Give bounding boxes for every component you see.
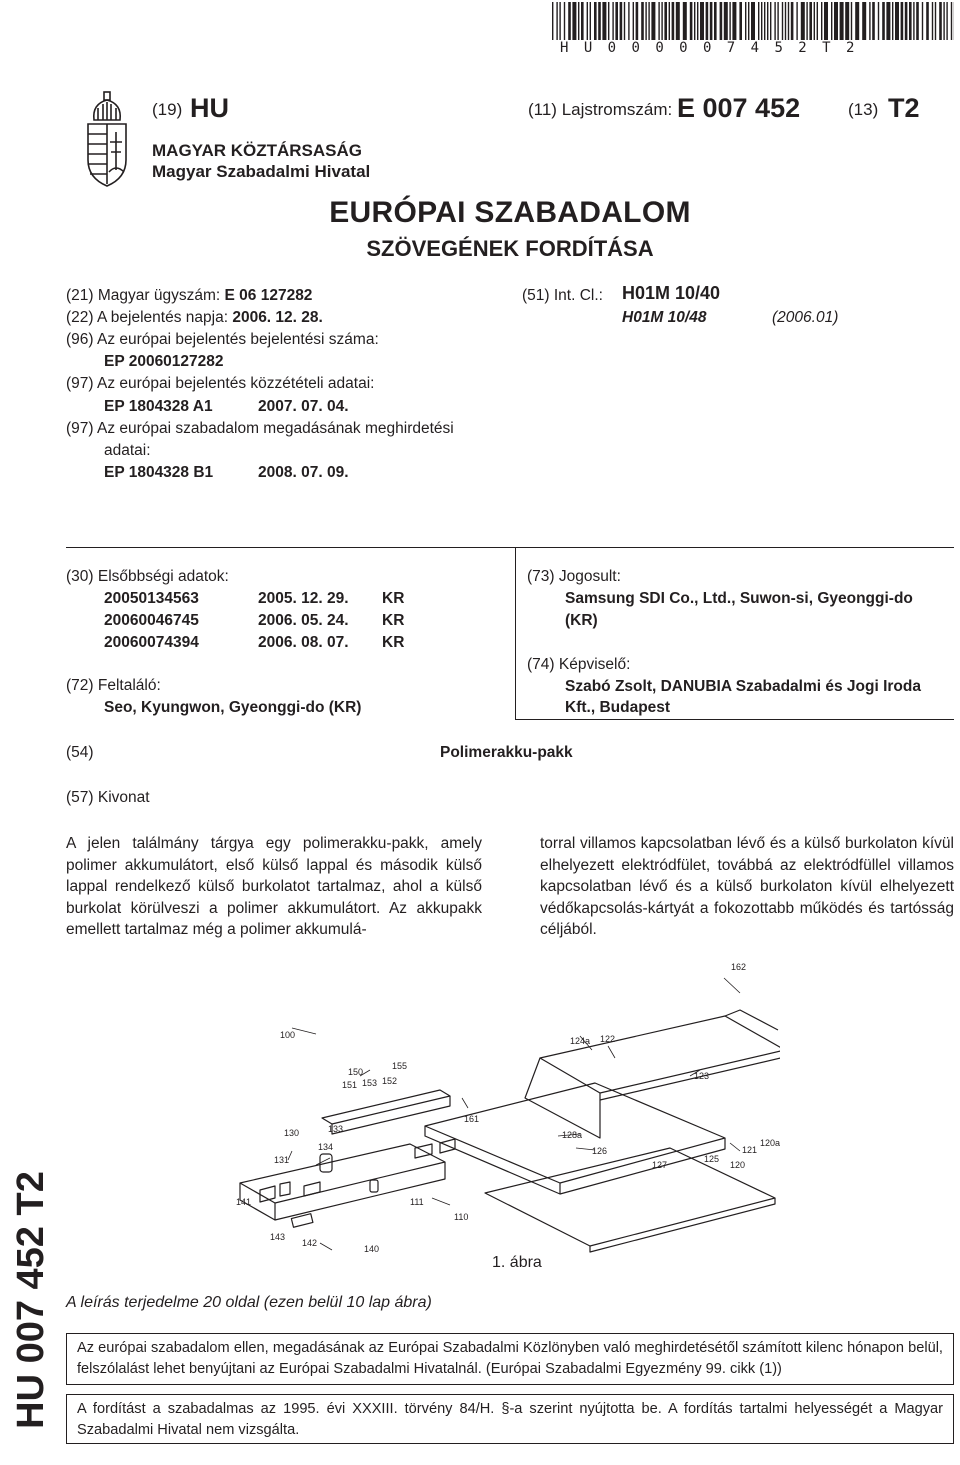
barcode-bar (774, 2, 775, 40)
barcode-bar (926, 2, 929, 40)
barcode-bar (624, 2, 625, 40)
republic-name: MAGYAR KÖZTÁRSASÁG (152, 141, 362, 161)
ref-label: 152 (382, 1076, 397, 1086)
barcode-bar (788, 2, 789, 40)
barcode-bar (770, 2, 771, 40)
barcode-bar (831, 2, 832, 40)
barcode-bar (895, 2, 899, 40)
barcode-bar (651, 2, 655, 40)
ref-label: 130 (284, 1128, 299, 1138)
country-code-label: (19) (152, 100, 182, 120)
barcode-bar (672, 2, 675, 40)
barcode-bar (612, 2, 613, 40)
invention-title-label: (54) (66, 742, 94, 763)
ep-grant-date: 2008. 07. 09. (258, 462, 349, 483)
barcode-bar (801, 2, 805, 40)
barcode (552, 2, 954, 40)
barcode-bar (587, 2, 588, 40)
ref-label: 131 (274, 1155, 289, 1165)
representative-city: , Budapest (591, 699, 670, 716)
ref-label: 142 (302, 1238, 317, 1248)
priority-country: KR (382, 632, 404, 653)
barcode-bar (892, 2, 893, 40)
abstract-column-2: torral villamos kapcsolatban lévő és a külső burkolaton kívül elhelyezett elektródfület, továbbá az elektródfüllel villamos kapcsolatban lévő és a külső burkolaton kívül elhelyezett védőkapcsolás-kártyát a fokozottabb működés és tartósság céljából. (540, 833, 954, 941)
representative-label: (74) Képviselő: (527, 654, 630, 675)
priority-row (104, 632, 504, 653)
barcode-bar (568, 2, 571, 40)
priority-number: 20060046745 (104, 610, 199, 631)
ipc-class-1: H01M 10/40 (622, 283, 720, 304)
barcode-bar (758, 2, 759, 40)
barcode-bar (872, 2, 875, 40)
barcode-bar (777, 2, 778, 40)
representative-line-1: Szabó Zsolt, DANUBIA Szabadalmi és Jogi Iroda (565, 676, 921, 697)
inventor-value: Seo, Kyungwon, Gyeonggi-do (KR) (104, 697, 361, 718)
barcode-bar (615, 2, 618, 40)
barcode-bar (697, 2, 698, 40)
barcode-bar (590, 2, 591, 40)
priority-number: 20050134563 (104, 588, 199, 609)
barcode-bar (578, 2, 579, 40)
ref-label: 126 (592, 1146, 607, 1156)
barcode-bar (729, 2, 730, 40)
figure-caption: 1. ábra (492, 1252, 542, 1273)
barcode-bar (869, 2, 870, 40)
ep-publication-label: (97) Az európai bejelentés közzétételi adatai: (66, 373, 374, 394)
ref-label: 153 (362, 1078, 377, 1088)
application-number-label: (21) Magyar ügyszám: (66, 287, 220, 304)
barcode-bar (700, 2, 704, 40)
ref-label: 120a (760, 1138, 780, 1148)
ref-label: 123 (694, 1071, 709, 1081)
ref-label: 143 (270, 1232, 285, 1242)
ep-application-number: EP 20060127282 (104, 351, 224, 372)
barcode-bar (669, 2, 670, 40)
filing-date-label: (22) A bejelentés napja: (66, 309, 228, 326)
section-top-rule (66, 547, 954, 548)
proprietor-label: (73) Jogosult: (527, 566, 621, 587)
protection-circuit-board (322, 1090, 450, 1124)
barcode-bar (791, 2, 794, 40)
ref-label: 151 (342, 1080, 357, 1090)
ref-label: 155 (392, 1061, 407, 1071)
ref-label: 127 (652, 1160, 667, 1170)
barcode-bar (648, 2, 649, 40)
barcode-bar (909, 2, 912, 40)
priority-number: 20060074394 (104, 632, 199, 653)
priority-row (104, 588, 504, 609)
first-outer-sheet (540, 1016, 780, 1093)
barcode-bar (905, 2, 908, 40)
ref-label: 128a (562, 1130, 582, 1140)
barcode-bar (814, 2, 815, 40)
ep-grant-number: EP 1804328 B1 (104, 462, 213, 483)
section-divider (515, 547, 516, 720)
abstract-label: (57) Kivonat (66, 787, 150, 808)
barcode-bar (862, 2, 866, 40)
opposition-notice: Az európai szabadalom ellen, megadásának az Európai Szabadalmi Közlönyben való meghirdetésétől számított kilenc hónapon belül, felszólalást lehet benyújtani az Európai Szabadalmi Hivatalnál. (Európai Szabadalmi Egyezmény 99. cikk (1)) (66, 1333, 954, 1385)
battery-pack-exploded-drawing (200, 958, 780, 1258)
ref-label: 134 (318, 1142, 333, 1152)
barcode-bar (886, 2, 890, 40)
barcode-bar (796, 2, 797, 40)
priority-date: 2006. 05. 24. (258, 610, 349, 631)
ref-label: 150 (348, 1067, 363, 1077)
barcode-bar (710, 2, 713, 40)
barcode-bar (939, 2, 942, 40)
barcode-bar (620, 2, 623, 40)
barcode-bar (806, 2, 807, 40)
ref-label: 141 (236, 1197, 251, 1207)
barcode-bar (951, 2, 952, 40)
ref-label: 162 (731, 962, 746, 972)
invention-title: Polimerakku-pakk (440, 742, 573, 763)
barcode-bar (761, 2, 762, 40)
priority-date: 2005. 12. 29. (258, 588, 349, 609)
document-extent: A leírás terjedelme 20 oldal (ezen belül 10 lap ábra) (66, 1292, 432, 1313)
ref-label: 161 (464, 1114, 479, 1124)
registration-number: E 007 452 (677, 93, 800, 124)
proprietor-address: , Suwon-si, Gyeonggi-do (731, 590, 913, 607)
barcode-bar (714, 2, 717, 40)
barcode-bar (913, 2, 914, 40)
barcode-bar (785, 2, 786, 40)
barcode-bar (564, 2, 565, 40)
barcode-bar (764, 2, 765, 40)
document-title: EURÓPAI SZABADALOM (0, 196, 960, 230)
barcode-bar (817, 2, 818, 40)
barcode-bar (745, 2, 746, 40)
inventor-label: (72) Feltaláló: (66, 675, 161, 696)
barcode-bar (882, 2, 885, 40)
barcode-bar (724, 2, 728, 40)
barcode-bar (594, 2, 597, 40)
barcode-bar (658, 2, 659, 40)
barcode-bar (943, 2, 944, 40)
kind-code: T2 (888, 93, 920, 124)
barcode-bar (922, 2, 923, 40)
barcode-bar (732, 2, 736, 40)
priority-row (104, 610, 504, 631)
ref-label: 100 (280, 1030, 295, 1040)
ep-grant-label-2: adatai: (104, 440, 151, 461)
barcode-bar (767, 2, 768, 40)
filing-date (66, 307, 323, 328)
barcode-bar (552, 2, 553, 40)
barcode-bar (598, 2, 601, 40)
barcode-bar (661, 2, 662, 40)
barcode-bar (572, 2, 576, 40)
ep-publication-number: EP 1804328 A1 (104, 396, 213, 417)
section-bottom-rule (515, 719, 954, 720)
filing-date-value: 2006. 12. 28. (232, 309, 323, 326)
barcode-bar (559, 2, 560, 40)
country-code: HU (190, 93, 229, 124)
barcode-bar (676, 2, 680, 40)
barcode-bar (840, 2, 844, 40)
ref-label: 122 (600, 1034, 615, 1044)
barcode-bar (720, 2, 723, 40)
barcode-bar (556, 2, 557, 40)
barcode-bar (602, 2, 606, 40)
barcode-bar (645, 2, 646, 40)
coat-of-arms-icon (78, 90, 136, 188)
barcode-bar (834, 2, 838, 40)
barcode-bar (664, 2, 667, 40)
proprietor-value (565, 588, 913, 609)
barcode-bar (683, 2, 687, 40)
kind-code-label: (13) (848, 100, 878, 120)
barcode-number: HU000007452T2 (560, 40, 952, 56)
ep-publication-date: 2007. 07. 04. (258, 396, 349, 417)
representative-suffix: Kft. (565, 699, 591, 716)
proprietor-name: Samsung SDI Co., Ltd. (565, 590, 731, 607)
ep-application-label: (96) Az európai bejelentés bejelentési száma: (66, 329, 379, 350)
barcode-bar (824, 2, 828, 40)
proprietor-country: (KR) (565, 610, 598, 631)
holder-frame (240, 1144, 445, 1203)
barcode-bar (782, 2, 783, 40)
priority-country: KR (382, 610, 404, 631)
barcode-bar (706, 2, 709, 40)
ep-grant-label-1: (97) Az európai szabadalom megadásának meghirdetési (66, 418, 454, 439)
abstract-column-1: A jelen találmány tárgya egy polimerakku-pakk, amely polimer akkumulátort, első külső lappal és második külső lappal rendelkező külső burkolatot tartalmaz, ahol a külső burkolat körülveszi a polimer akkumulátort. Az akkupakk emellett tartalmaz még a polimer akkumulá- (66, 833, 482, 941)
barcode-bar (751, 2, 755, 40)
ref-label: 140 (364, 1244, 379, 1254)
application-number-value: E 06 127282 (225, 287, 313, 304)
barcode-bar (690, 2, 693, 40)
ref-label: 120 (730, 1160, 745, 1170)
barcode-bar (935, 2, 936, 40)
barcode-bar (821, 2, 822, 40)
barcode-bar (636, 2, 639, 40)
barcode-bar (901, 2, 904, 40)
barcode-bar (641, 2, 644, 40)
office-name: Magyar Szabadalmi Hivatal (152, 162, 370, 182)
barcode-bar (694, 2, 695, 40)
barcode-bar (748, 2, 749, 40)
barcode-bar (739, 2, 742, 40)
ref-label: 110 (454, 1212, 468, 1222)
barcode-bar (851, 2, 852, 40)
barcode-bar (633, 2, 634, 40)
barcode-bar (809, 2, 812, 40)
document-subtitle: SZÖVEGÉNEK FORDÍTÁSA (0, 236, 960, 262)
ref-label: 124a (570, 1036, 590, 1046)
barcode-bar (845, 2, 849, 40)
barcode-bar (932, 2, 933, 40)
priority-date: 2006. 08. 07. (258, 632, 349, 653)
barcode-bar (608, 2, 609, 40)
barcode-bar (916, 2, 919, 40)
priority-label: (30) Elsőbbségi adatok: (66, 566, 229, 587)
ref-label: 125 (704, 1154, 719, 1164)
representative-line-2 (565, 697, 670, 718)
translation-notice: A fordítást a szabadalmas az 1995. évi XXXIII. törvény 84/H. §-a szerint nyújtotta be. A fordítás tartalmi helyességét a Magyar Szabadalmi Hivatal nem vizsgálta. (66, 1394, 954, 1444)
barcode-bar (878, 2, 879, 40)
ref-label: 111 (410, 1197, 424, 1207)
barcode-bar (946, 2, 947, 40)
barcode-bar (581, 2, 584, 40)
ipc-class-2: H01M 10/48 (622, 307, 706, 328)
application-number (66, 285, 312, 306)
ipc-version: (2006.01) (772, 307, 838, 328)
barcode-bar (628, 2, 629, 40)
priority-country: KR (382, 588, 404, 609)
ipc-label: (51) Int. Cl.: (522, 285, 603, 306)
registration-label: (11) Lajstromszám: (528, 100, 672, 120)
barcode-bar (855, 2, 859, 40)
ref-label: 121 (742, 1145, 757, 1155)
ref-label: 133 (328, 1124, 343, 1134)
side-publication-number: HU 007 452 T2 (9, 1135, 53, 1465)
